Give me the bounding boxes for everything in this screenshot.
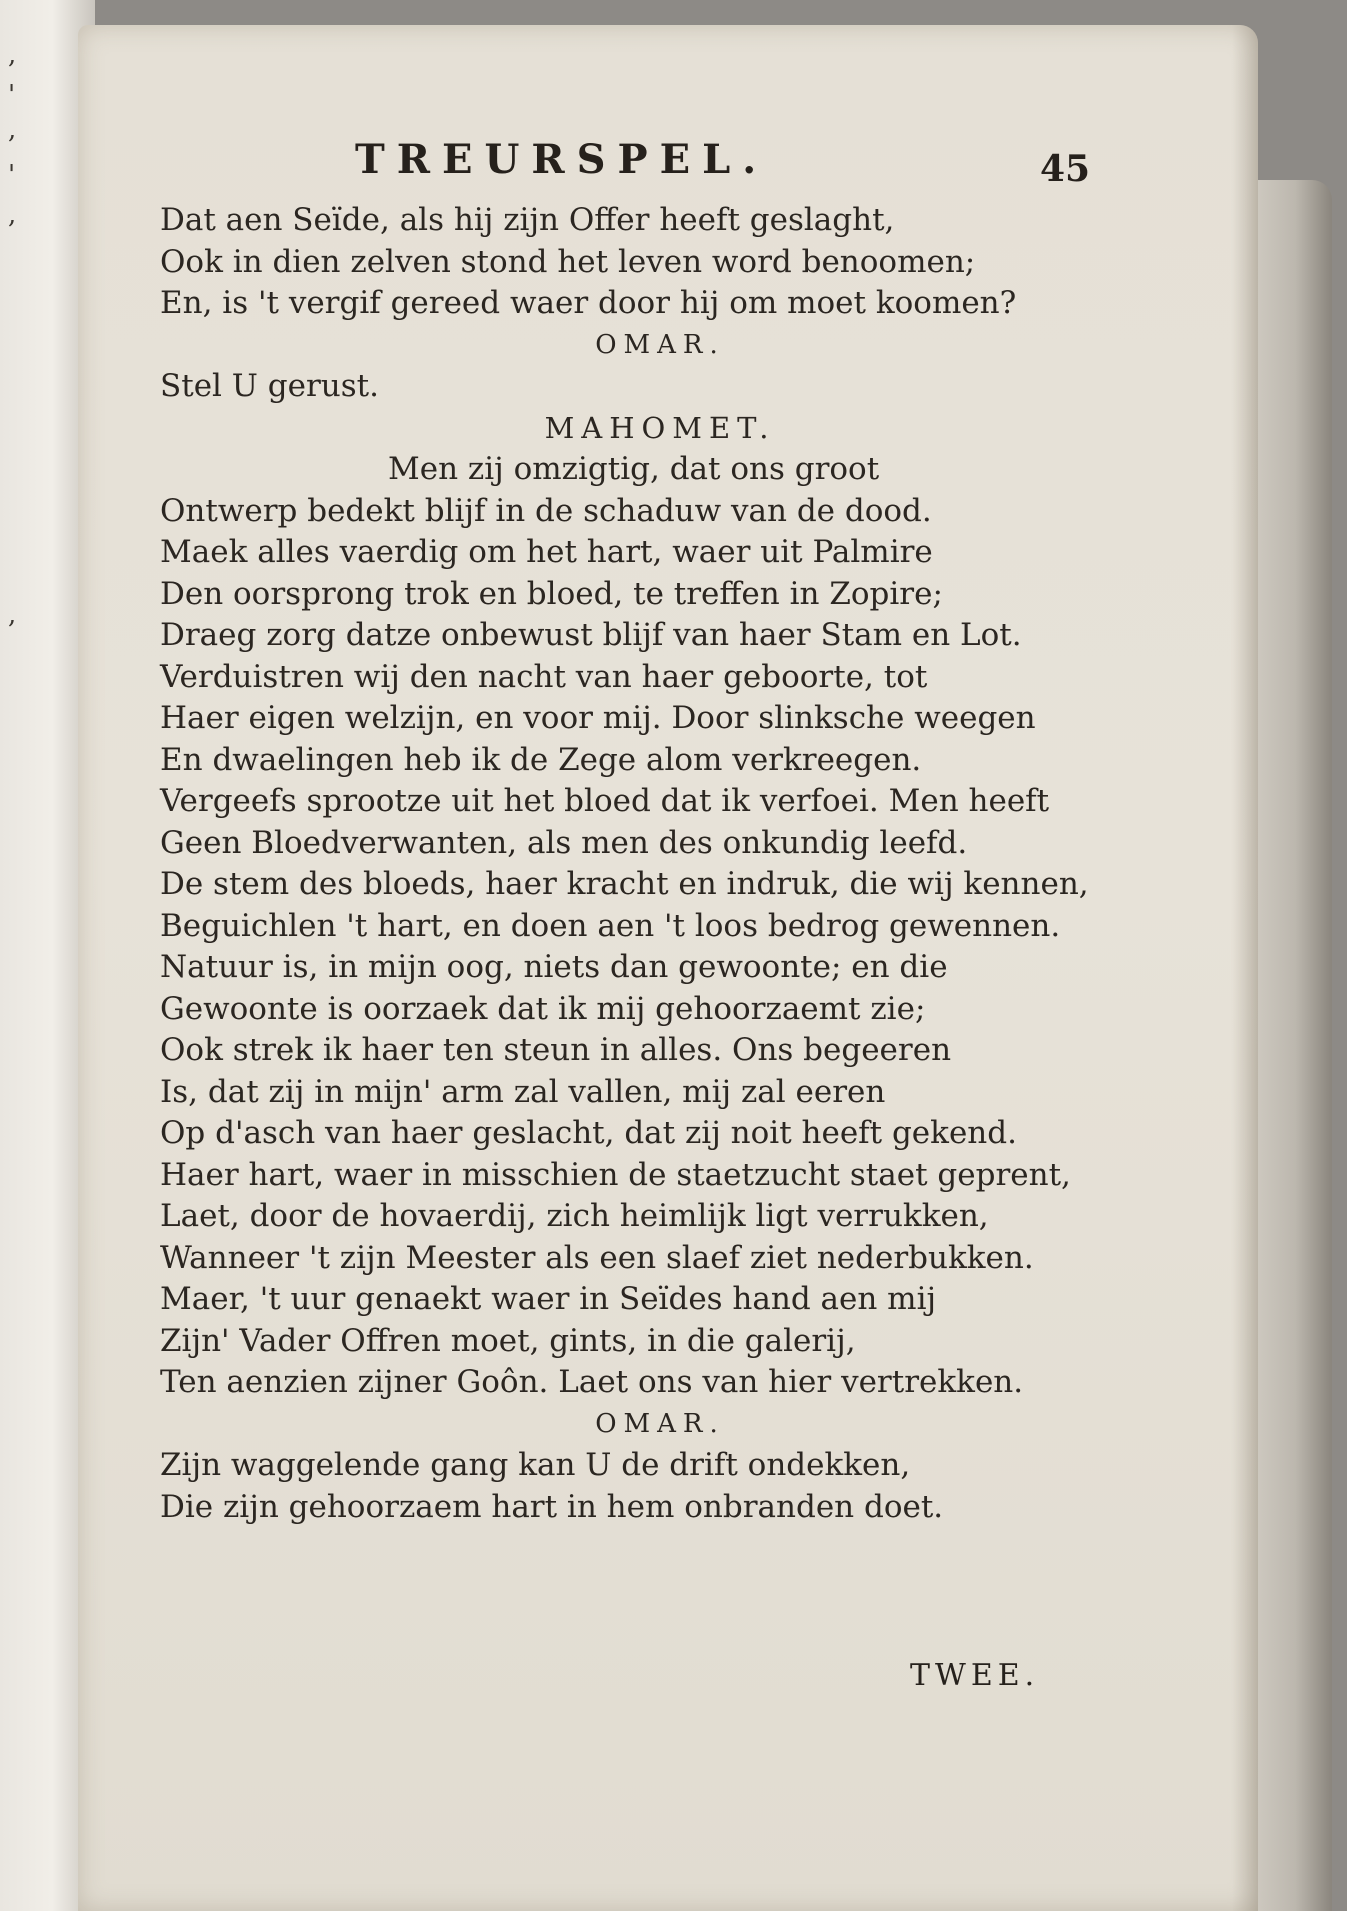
verse-line: En dwaelingen heb ik de Zege alom verkreegen. [160, 741, 922, 778]
verse-line: Zijn' Vader Offren moet, gints, in die galerij, [160, 1322, 856, 1359]
verse-text [160, 200, 1120, 1528]
verse-line: Beguichlen 't hart, en doen aen 't loos bedrog gewennen. [160, 907, 1061, 944]
verse-line: Ten aenzien zijner Goôn. Laet ons van hier vertrekken. [160, 1364, 1024, 1400]
verse-line: De stem des bloeds, haer kracht en indruk, die wij kennen, [160, 866, 1089, 902]
verse-line: Die zijn gehoorzaem hart in hem onbranden doet. [160, 1488, 944, 1525]
verse-line: Maer, 't uur genaekt waer in Seïdes hand aen mij [160, 1281, 937, 1317]
verse-line: Den oorsprong trok en bloed, te treffen in Zopire; [160, 575, 943, 612]
page-number: 45 [1040, 148, 1091, 190]
verse-line: Geen Bloedverwanten, als men des onkundig leefd. [160, 824, 968, 861]
verse-line: Stel U gerust. [160, 368, 379, 404]
verse-line: Ook in dien zelven stond het leven word benoomen; [160, 243, 976, 280]
verse-line: Haer eigen welzijn, en voor mij. Door slinksche weegen [160, 700, 1036, 736]
page-fore-edge-shade [1232, 25, 1258, 1911]
verse-line: Verduistren wij den nacht van haer geboorte, tot [160, 658, 928, 695]
verse-line: Vergeefs sprootze uit het bloed dat ik verfoei. Men heeft [160, 783, 1050, 819]
verse-line: Draeg zorg datze onbewust blijf van haer Stam en Lot. [160, 617, 1022, 653]
verse-line: Op d'asch van haer geslacht, dat zij noit heeft gekend. [160, 1115, 1017, 1151]
verse-line: Maek alles vaerdig om het hart, waer uit Palmire [160, 534, 933, 570]
facing-page-marks: , ' , ' , , [8, 40, 17, 630]
speaker-name: OMAR. [595, 329, 725, 360]
verse-line: Dat aen Seïde, als hij zijn Offer heeft geslaght, [160, 202, 895, 238]
catchword: TWEE. [910, 1658, 1040, 1693]
verse-line: Wanneer 't zijn Meester als een slaef ziet nederbukken. [160, 1239, 1034, 1276]
verse-line: Laet, door de hovaerdij, zich heimlijk ligt verrukken, [160, 1198, 989, 1234]
verse-line: Natuur is, in mijn oog, niets dan gewoonte; en die [160, 949, 948, 985]
speaker-name: OMAR. [595, 1408, 725, 1439]
running-title: TREURSPEL. [355, 136, 769, 183]
verse-line: Haer hart, waer in misschien de staetzucht staet geprent, [160, 1156, 1071, 1193]
verse-line: Ook strek ik haer ten steun in alles. Ons begeeren [160, 1032, 952, 1068]
speaker-name: MAHOMET. [544, 410, 776, 445]
verse-line: Gewoonte is oorzaek dat ik mij gehoorzaemt zie; [160, 990, 926, 1027]
verse-line: Men zij omzigtig, dat ons groot [388, 451, 880, 487]
verse-line: Is, dat zij in mijn' arm zal vallen, mij zal eeren [160, 1073, 886, 1110]
verse-line: En, is 't vergif gereed waer door hij om moet koomen? [160, 285, 1017, 321]
verse-line: Ontwerp bedekt blijf in de schaduw van de dood. [160, 492, 932, 529]
verse-line: Zijn waggelende gang kan U de drift ondekken, [160, 1447, 911, 1483]
